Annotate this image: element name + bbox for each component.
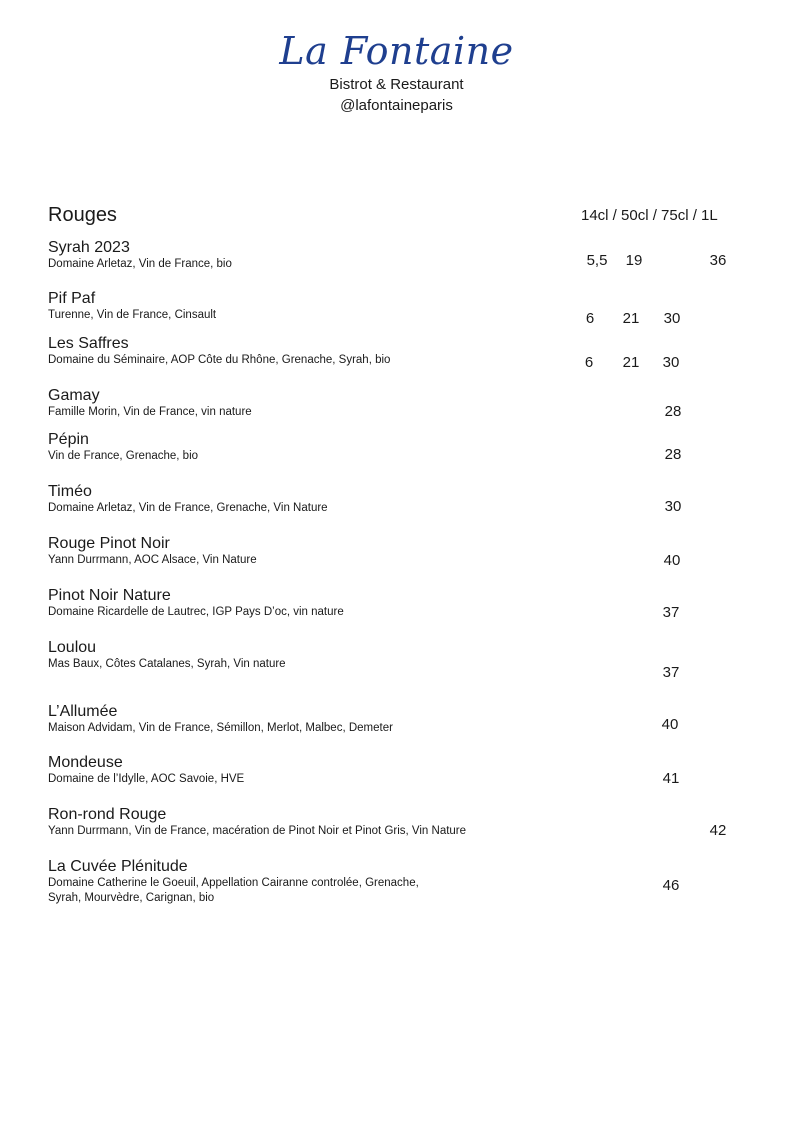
wine-name: Loulou	[48, 639, 97, 656]
wine-desc: Domaine du Séminaire, AOP Côte du Rhône, Grenache, Syrah, bio	[48, 354, 391, 366]
price-75cl: 41	[662, 770, 680, 787]
wine-name: Timéo	[48, 483, 92, 500]
price-75cl: 40	[661, 716, 679, 733]
price-50cl: 21	[622, 310, 640, 327]
wine-name: Rouge Pinot Noir	[48, 535, 170, 552]
instagram-handle: @lafontaineparis	[340, 97, 453, 114]
menu-header	[0, 28, 793, 116]
wine-desc: Maison Advidam, Vin de France, Sémillon, Merlot, Malbec, Demeter	[48, 722, 393, 734]
wine-desc: Mas Baux, Côtes Catalanes, Syrah, Vin nature	[48, 658, 286, 670]
wine-item	[48, 857, 608, 906]
wine-desc: Domaine Ricardelle de Lautrec, IGP Pays D’oc, vin nature	[48, 606, 344, 618]
wine-name: Syrah 2023	[48, 239, 130, 256]
wine-item	[48, 334, 608, 368]
wine-name: Les Saffres	[48, 335, 129, 352]
wine-item	[48, 702, 608, 736]
wine-desc: Syrah, Mourvèdre, Carignan, bio	[48, 892, 215, 904]
wine-name: Pépin	[48, 431, 89, 448]
price-75cl: 46	[662, 877, 680, 894]
wine-desc: Domaine Arletaz, Vin de France, Grenache, Vin Nature	[48, 502, 328, 514]
wine-item	[48, 753, 608, 787]
price-75cl: 37	[662, 604, 680, 621]
price-14cl: 6	[584, 354, 594, 371]
restaurant-subtitle: Bistrot & Restaurant	[329, 76, 464, 93]
wine-item	[48, 238, 608, 272]
price-50cl: 21	[622, 354, 640, 371]
wine-item	[48, 534, 608, 568]
price-75cl: 30	[664, 498, 682, 515]
wine-item	[48, 386, 608, 420]
wine-desc: Famille Morin, Vin de France, vin nature	[48, 406, 252, 418]
wine-name: Ron-rond Rouge	[48, 806, 167, 823]
price-14cl: 5,5	[586, 252, 608, 269]
wine-name: Mondeuse	[48, 754, 123, 771]
wine-name: Pif Paf	[48, 290, 96, 307]
wine-desc: Domaine Arletaz, Vin de France, bio	[48, 258, 232, 270]
wine-desc: Yann Durrmann, AOC Alsace, Vin Nature	[48, 554, 257, 566]
price-75cl: 30	[662, 354, 680, 371]
wine-item	[48, 430, 608, 464]
wine-desc: Vin de France, Grenache, bio	[48, 450, 199, 462]
wine-item	[48, 586, 608, 620]
price-1l: 42	[709, 822, 727, 839]
wine-name: Pinot Noir Nature	[48, 587, 171, 604]
price-75cl: 28	[664, 403, 682, 420]
price-75cl: 37	[662, 664, 680, 681]
price-75cl: 28	[664, 446, 682, 463]
price-50cl: 19	[625, 252, 643, 269]
section-title: Rouges	[48, 204, 117, 226]
wine-desc: Domaine Catherine le Goeuil, Appellation Cairanne controlée, Grenache,	[48, 877, 419, 889]
wine-item	[48, 638, 608, 672]
price-75cl: 30	[663, 310, 681, 327]
size-header: 14cl / 50cl / 75cl / 1L	[581, 207, 718, 224]
restaurant-logo: La Fontaine	[279, 29, 514, 73]
wine-name: Gamay	[48, 387, 100, 404]
wine-desc: Turenne, Vin de France, Cinsault	[48, 309, 217, 321]
wine-item	[48, 482, 608, 516]
wine-desc: Yann Durrmann, Vin de France, macération de Pinot Noir et Pinot Gris, Vin Nature	[48, 825, 467, 837]
price-75cl: 40	[663, 552, 681, 569]
wine-name: L’Allumée	[48, 703, 118, 720]
price-14cl: 6	[585, 310, 595, 327]
wine-desc: Domaine de l’Idylle, AOC Savoie, HVE	[48, 773, 245, 785]
wine-name: La Cuvée Plénitude	[48, 858, 188, 875]
price-1l: 36	[709, 252, 727, 269]
wine-item	[48, 805, 608, 839]
wine-item	[48, 289, 608, 323]
